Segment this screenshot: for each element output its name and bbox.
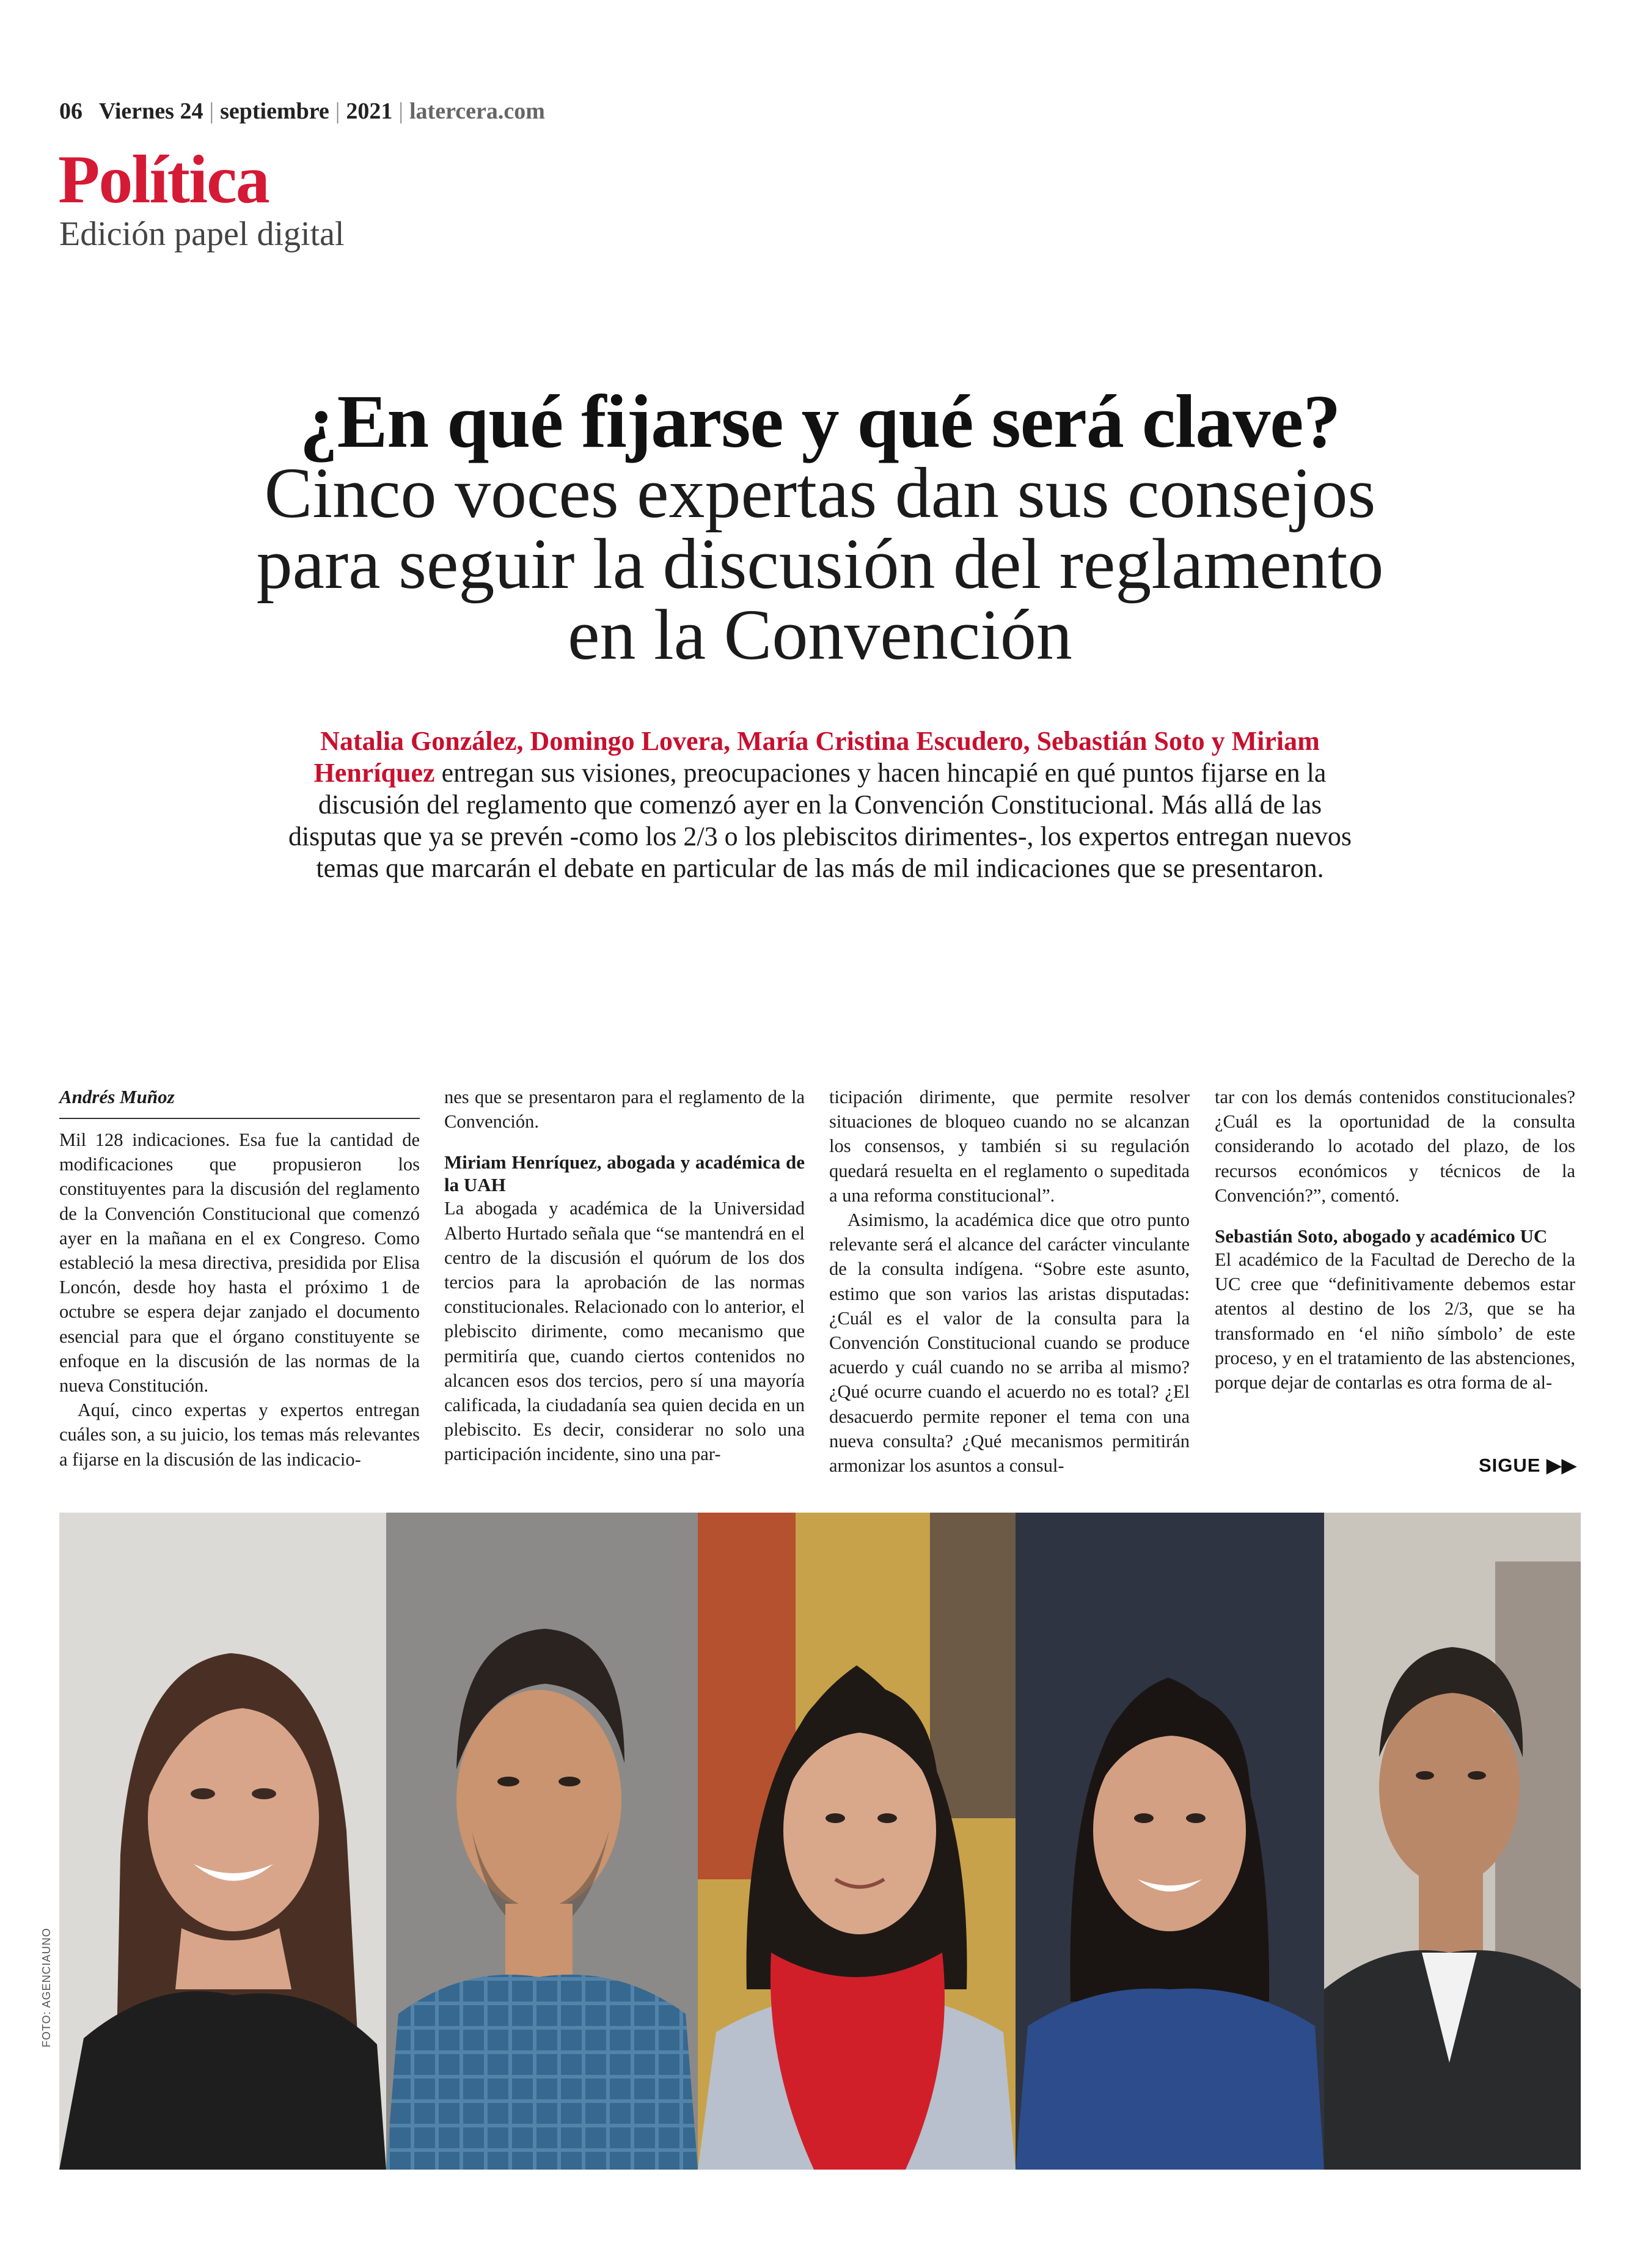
article-column-2 [444, 1085, 805, 1467]
portrait-4 [1016, 1513, 1324, 2170]
portrait-3 [698, 1513, 1016, 2170]
headline-line-3: en la Convención [568, 595, 1072, 675]
lead-text: entregan sus visiones, preocupaciones y hacen hincapié en qué puntos fijarse en la discusión del reglamento que comenzó ayer en la Convención Constitucional. Más allá de las disputas que ya se prevén -como los 2/3 o los plebiscitos dirimentes-, los expertos entregan nuevos temas que marcarán el debate en particular de las más de mil indicaciones que se presentaron. [288, 758, 1352, 883]
article-column-4 [1215, 1085, 1575, 1395]
paragraph: Mil 128 indicaciones. Esa fue la cantidad de modificaciones que propusieron los constituyentes para la discusión del reglamento de la Convención Constitucional que comenzó ayer en la mañana en el ex Congreso. Como estableció la mesa directiva, presidida por Elisa Loncón, desde hoy hasta el próximo 1 de octubre se espera dejar zanjado el documento esencial para que el órgano constituyente se enfoque en la discusión de las normas de la nueva Constitución. [59, 1129, 420, 1396]
article-column-1 [59, 1085, 420, 1472]
folio: 06 Viernes 24 | septiembre | 2021 | latercera.com [59, 98, 545, 124]
date-year: 2021 [346, 98, 393, 124]
paragraph: La abogada y académica de la Universidad Alberto Hurtado señala que “se mantendrá en el centro de la discusión el quórum de los dos tercios para la aprobación de las normas constitucionales. Relacionado con lo anterior, el plebiscito dirimente, como mecanismo que permitiría que, cuando ciertos contenidos no alcancen esos dos tercios, pero sí una mayoría calificada, la ciudadanía sea quien decida en un plebiscito. Es decir, considerar no solo una participación incidente, sino una par- [444, 1198, 805, 1465]
paragraph: nes que se presentaron para el reglamento de la Convención. [444, 1087, 805, 1132]
page-number: 06 [59, 98, 82, 124]
date-month: septiembre [220, 98, 329, 124]
subhead-henriquez: Miriam Henríquez, abogada y académica de la UAH [444, 1151, 805, 1196]
headline-line-2: para seguir la discusión del reglamento [256, 524, 1384, 604]
section-title: Política [58, 142, 269, 218]
portrait-1 [59, 1513, 386, 2170]
date-day: Viernes 24 [98, 98, 203, 124]
portrait-5 [1324, 1513, 1581, 2170]
byline: Andrés Muñoz [59, 1085, 420, 1119]
paragraph: ticipación dirimente, que permite resolver situaciones de bloqueo cuando no se alcanzan los consensos, y también si su regulación quedará resuelta en el reglamento o supeditada a una reforma constitucional”. [829, 1087, 1190, 1206]
site-link[interactable]: latercera.com [409, 98, 545, 124]
paragraph: tar con los demás contenidos constitucionales? ¿Cuál es la oportunidad de la consulta considerando lo acotado del plazo, de los recursos económicos y técnicos de la Convención?”, comentó. [1215, 1087, 1575, 1206]
paragraph: Aquí, cinco expertas y expertos entregan cuáles son, a su juicio, los temas más relevantes a fijarse en la discusión de las indicacio- [59, 1400, 420, 1470]
portrait-2 [386, 1513, 698, 2170]
lead-paragraph [287, 725, 1353, 884]
headline-kicker: ¿En qué fijarse y qué será clave? [299, 380, 1341, 463]
paragraph: Asimismo, la académica dice que otro punto relevante será el alcance del carácter vinculante de la consulta indígena. “Sobre este asunto, estimo que son varios las aristas disputadas: ¿Cuál es el valor de la consulta para la Convención Constitucional cuando se produce acuerdo y cuál cuando no se arriba al mismo? ¿Qué ocurre cuando el acuerdo no es total? ¿El desacuerdo permite reponer el tema con una nueva consulta? ¿Qué mecanismos permitirán armonizar los asuntos a consul- [829, 1209, 1190, 1477]
photo-credit: FOTO: AGENCIAUNO [40, 1928, 53, 2047]
subhead-soto: Sebastián Soto, abogado y académico UC [1215, 1225, 1548, 1247]
headline [86, 453, 1554, 675]
article-column-3 [829, 1085, 1190, 1478]
continue-label[interactable]: SIGUE ▶▶ [1479, 1455, 1577, 1476]
headline-line-1: Cinco voces expertas dan sus consejos [264, 453, 1376, 533]
paragraph: El académico de la Facultad de Derecho de la UC cree que “definitivamente debemos estar atentos al destino de los 2/3, que se ha transformado en ‘el niño símbolo’ de este proceso, y en el tratamiento de las abstenciones, porque dejar de contarlas es otra forma de al- [1215, 1249, 1575, 1393]
portrait-strip [59, 1513, 1581, 2170]
edition-label: Edición papel digital [59, 215, 345, 253]
lead-names: Natalia González, Domingo Lovera, María Cristina Escudero, Sebastián Soto y Miriam Henríquez [313, 726, 1320, 788]
